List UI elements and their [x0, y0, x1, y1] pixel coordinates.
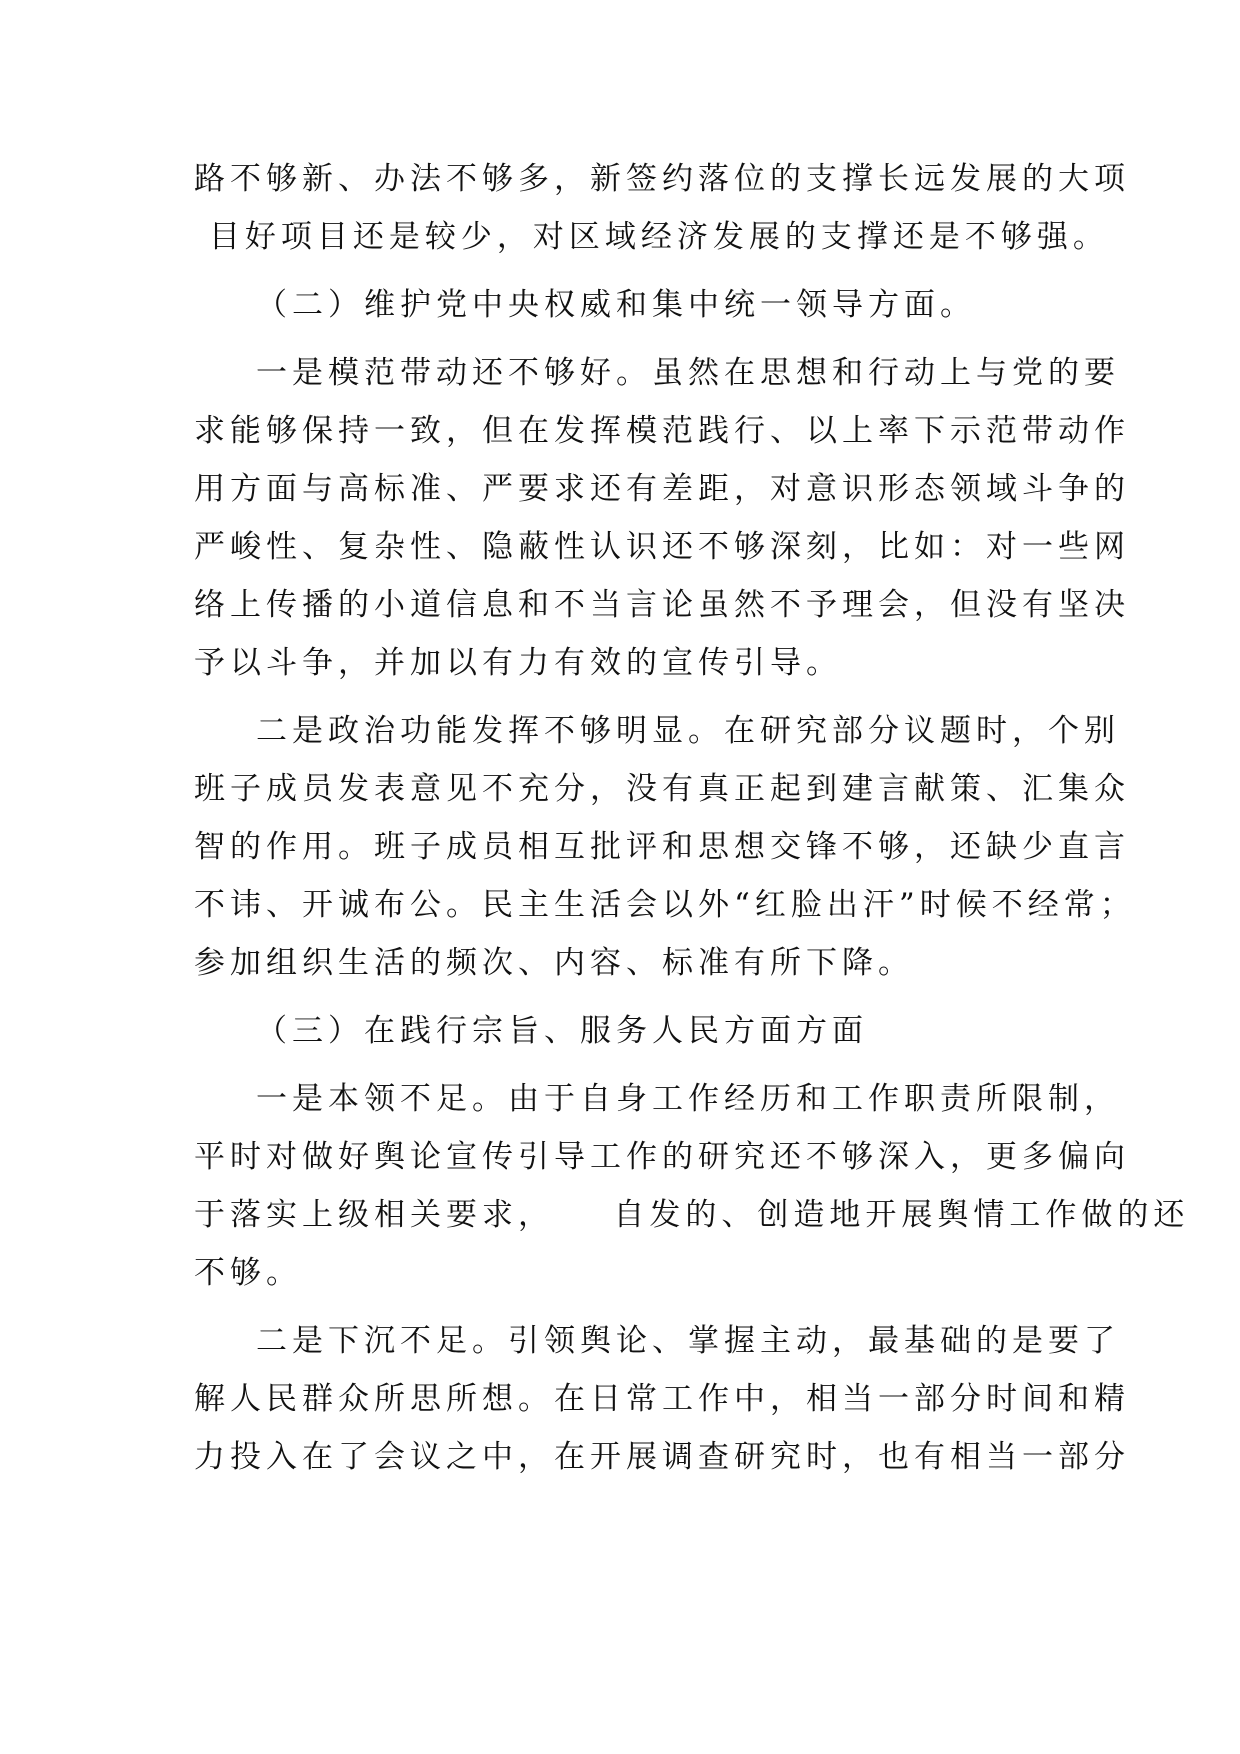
text-line: 予以斗争，并加以有力有效的宣传引导。	[194, 645, 842, 681]
paragraph-political-function	[194, 702, 1136, 992]
paragraph-ability	[194, 1070, 1190, 1302]
text-line: 智的作用。班子成员相互批评和思想交锋不够，还缺少直言	[194, 829, 1130, 865]
section-heading-2: （二）维护党中央权威和集中统一领导方面。	[256, 287, 976, 323]
text-line: 班子成员发表意见不充分，没有真正起到建言献策、汇集众	[194, 771, 1130, 807]
text-line: 一是模范带动还不够好。虽然在思想和行动上与党的要	[256, 355, 1120, 391]
paragraph-grassroots	[194, 1312, 1130, 1486]
document-page	[194, 150, 1190, 1486]
text-line: 用方面与高标准、严要求还有差距，对意识形态领域斗争的	[194, 471, 1130, 507]
section-heading-3: （三）在践行宗旨、服务人民方面方面	[256, 1013, 868, 1049]
paragraph-continuation	[194, 150, 1130, 266]
text-line: 平时对做好舆论宣传引导工作的研究还不够深入，更多偏向	[194, 1139, 1130, 1175]
text-line: 于落实上级相关要求， 自发的、创造地开展舆情工作做的还	[194, 1197, 1190, 1233]
text-line: 不够。	[194, 1255, 302, 1291]
text-line: 力投入在了会议之中，在开展调查研究时，也有相当一部分	[194, 1439, 1130, 1475]
text-line: 络上传播的小道信息和不当言论虽然不予理会，但没有坚决	[194, 587, 1130, 623]
text-line: 求能够保持一致，但在发挥模范践行、以上率下示范带动作	[194, 413, 1130, 449]
text-line: 参加组织生活的频次、内容、标准有所下降。	[194, 945, 914, 981]
text-line: 不讳、开诚布公。民主生活会以外“红脸出汗”时候不经常；	[194, 887, 1136, 923]
text-line: 二是下沉不足。引领舆论、掌握主动，最基础的是要了	[256, 1323, 1120, 1359]
text-line: 二是政治功能发挥不够明显。在研究部分议题时，个别	[256, 713, 1120, 749]
text-line: 目好项目还是较少，对区域经济发展的支撑还是不够强。	[194, 219, 1109, 255]
text-line: 一是本领不足。由于自身工作经历和工作职责所限制，	[256, 1081, 1120, 1117]
text-line: 路不够新、办法不够多，新签约落位的支撑长远发展的大项	[194, 161, 1130, 197]
text-line: 解人民群众所思所想。在日常工作中，相当一部分时间和精	[194, 1381, 1130, 1417]
paragraph-model-leadership	[194, 344, 1130, 692]
text-line: 严峻性、复杂性、隐蔽性认识还不够深刻，比如：对一些网	[194, 529, 1130, 565]
